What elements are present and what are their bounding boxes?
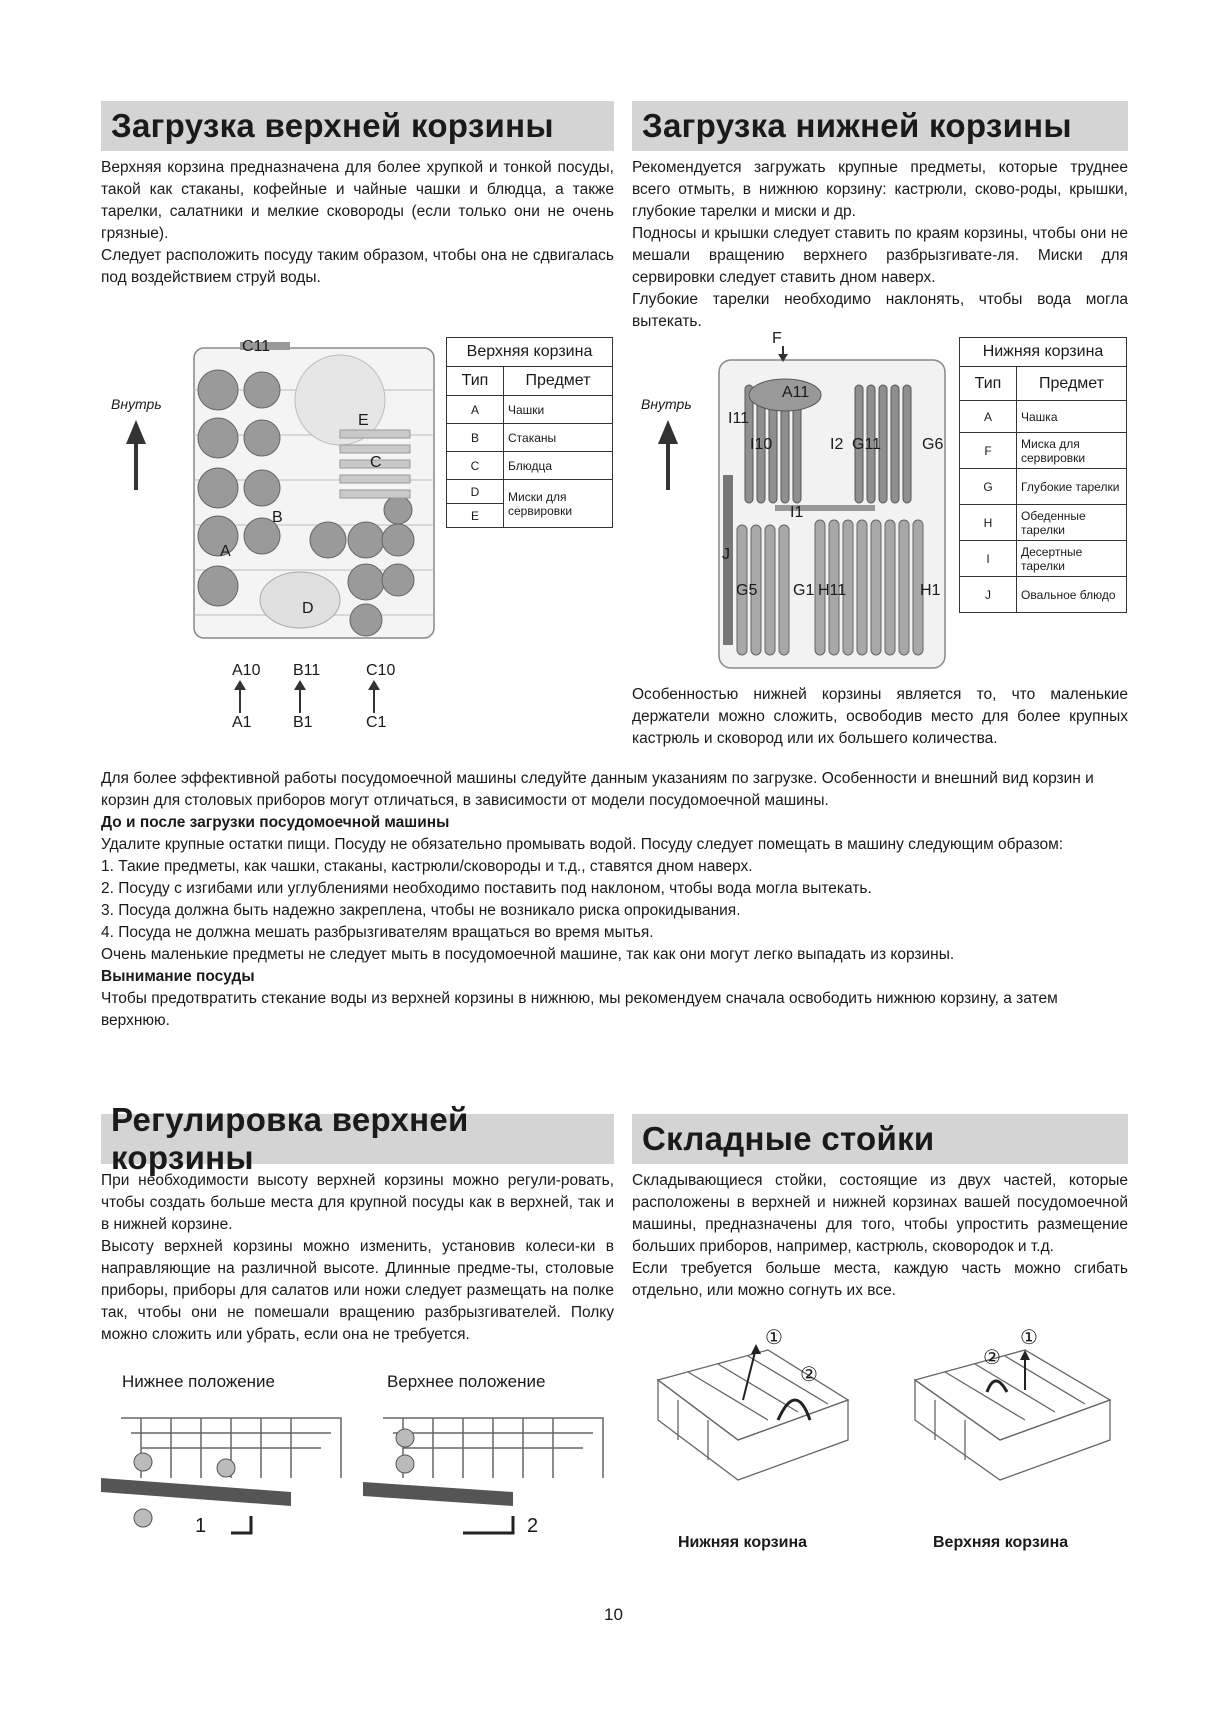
lower-legend-title: Нижняя корзина [960, 338, 1127, 367]
lower-load-p3: Глубокие тарелки необходимо наклонять, чтобы вода могла вытекать. [632, 291, 1128, 330]
lower-legend-type: F [960, 433, 1017, 469]
marker-1-lower: ① [765, 1327, 783, 1349]
adjust-section [101, 1101, 614, 1346]
label-j: J [722, 546, 730, 563]
before-text: Удалите крупные остатки пищи. Посуду не обязательно промывать водой. Посуду следует помещать в машину следующим образом: [101, 836, 1064, 853]
lower-load-p2: Подносы и крышки следует ставить по краям корзины, чтобы они не мешали вращению верхнего разбрызгивате-ля. Миски для сервировки следует ставить дном наверх. [632, 225, 1128, 286]
label-h1: H1 [920, 582, 941, 599]
lower-load-title: Загрузка нижней корзины [632, 101, 1128, 151]
lower-legend-type: I [960, 541, 1017, 577]
label-c-upper: C [370, 454, 382, 471]
label-a11: A11 [782, 384, 810, 401]
adjust-p1: При необходимости высоту верхней корзины можно регули-ровать, чтобы создать больше места для крупной посуды как в верхней, так и в нижней корзине. [101, 1172, 614, 1233]
upper-legend-item: Чашки [504, 396, 613, 424]
label-i11: I11 [728, 410, 750, 427]
lower-legend-col-item: Предмет [1017, 367, 1127, 401]
lower-legend-item: Овальное блюдо [1017, 577, 1127, 613]
upper-legend-item: Блюдца [504, 452, 613, 480]
lower-legend-type: A [960, 401, 1017, 433]
label-d-upper: D [302, 600, 314, 617]
racks-section [632, 1114, 1128, 1302]
general-intro: Для более эффективной работы посудомоечной машины следуйте данным указаниям по загрузке. Особенности и внешний вид корзин и корзин для столовых приборов могут отличаться, в зависимости от модели посудомоечной машины. [101, 770, 1094, 809]
before-heading: До и после загрузки посудомоечной машины [101, 814, 450, 831]
upper-load-p2: Следует расположить посуду таким образом, чтобы она не сдвигалась под воздействием струй воды. [101, 247, 614, 286]
label-i1: I1 [790, 504, 804, 521]
small-items-text: Очень маленькие предметы не следует мыть в посудомоечной машине, так как они могут легко выпадать из корзины. [101, 946, 955, 963]
lower-load-note: Особенностью нижней корзины является то, что маленькие держатели можно сложить, освободив место для более крупных кастрюль и сковород или их большего количества. [632, 686, 1128, 747]
upper-legend-item: Миски для сервировки [504, 480, 613, 528]
upper-legend-col-type: Тип [447, 367, 504, 396]
inside-arrow-upper [124, 420, 148, 490]
label-c11-upper: C11 [242, 338, 271, 355]
lower-rack-diagram [648, 1340, 858, 1500]
upper-load-title: Загрузка верхней корзины [101, 101, 614, 151]
step-1-label: 1 [195, 1515, 207, 1537]
rule-item: 4. Посуда не должна мешать разбрызгивателям вращаться во время мытья. [101, 924, 654, 941]
lower-legend-item: Десертные тарелки [1017, 541, 1127, 577]
upper-legend-table [446, 337, 613, 528]
step-2-label: 2 [527, 1515, 539, 1537]
label-a-upper: A [220, 543, 231, 560]
label-i10: I10 [750, 436, 773, 453]
lower-load-section [632, 101, 1128, 333]
lower-load-p1: Рекомендуется загружать крупные предметы, которые труднее всего отмыть, в нижнюю корзину: кастрюли, сково-роды, крышки, глубокие тарелки и миски и др. [632, 159, 1128, 220]
page-number: 10 [604, 1605, 623, 1624]
upper-legend-type: C [447, 452, 504, 480]
f-arrow [776, 346, 790, 362]
upper-legend-title: Верхняя корзина [447, 338, 613, 367]
lower-position-diagram [101, 1408, 351, 1538]
upper-legend-item: Стаканы [504, 424, 613, 452]
racks-p2: Если требуется больше места, каждую часть можно сгибать отдельно, или можно согнуть их все. [632, 1260, 1128, 1299]
label-b-upper: B [272, 509, 283, 526]
upper-legend-type: A [447, 396, 504, 424]
upper-index-arrows [230, 680, 390, 716]
label-b1: B1 [293, 714, 313, 731]
label-g11: G11 [852, 436, 882, 453]
racks-p1: Складывающиеся стойки, состоящие из двух частей, которые расположены в верхней и нижней корзинах вашей посудомоечной машины, предназначены для того, чтобы упростить размещение больших приборов, например, кастрюль, сковородок и т.д. [632, 1172, 1128, 1255]
general-section [101, 768, 1128, 1032]
label-h11: H11 [818, 582, 847, 599]
label-g1: G1 [793, 582, 815, 599]
marker-2-lower: ② [800, 1364, 818, 1386]
lower-legend-type: G [960, 469, 1017, 505]
label-a10: A10 [232, 662, 261, 679]
inside-label-lower: Внутрь [641, 396, 692, 412]
lower-legend-type: J [960, 577, 1017, 613]
inside-arrow-lower [656, 420, 680, 490]
label-g6: G6 [922, 436, 944, 453]
lower-legend-item: Миска для сервировки [1017, 433, 1127, 469]
label-f-lower: F [772, 330, 782, 347]
label-g5: G5 [736, 582, 758, 599]
label-c10: C10 [366, 662, 396, 679]
lower-legend-col-type: Тип [960, 367, 1017, 401]
upper-load-section [101, 101, 614, 289]
lower-legend-item: Глубокие тарелки [1017, 469, 1127, 505]
label-e-upper: E [358, 412, 369, 429]
lower-legend-type: H [960, 505, 1017, 541]
upper-rack-diagram [905, 1340, 1120, 1500]
lower-legend-item: Обеденные тарелки [1017, 505, 1127, 541]
upper-load-p1: Верхняя корзина предназначена для более хрупкой и тонкой посуды, такой как стаканы, кофейные и чайные чашки и блюдца, а также тарелки, салатники и мелкие сковороды (если только они не очень грязные). [101, 159, 614, 242]
upper-position-diagram [363, 1408, 613, 1538]
label-a1: A1 [232, 714, 252, 731]
lower-legend-item: Чашка [1017, 401, 1127, 433]
inside-label-upper: Внутрь [111, 396, 162, 412]
rule-item: 3. Посуда должна быть надежно закреплена, чтобы не возникало риска опрокидывания. [101, 902, 741, 919]
adjust-title: Регулировка верхней корзины [101, 1114, 614, 1164]
label-c1: C1 [366, 714, 387, 731]
racks-title: Складные стойки [632, 1114, 1128, 1164]
upper-position-caption: Верхнее положение [387, 1372, 546, 1391]
upper-basket-diagram [190, 330, 440, 650]
label-i2: I2 [830, 436, 844, 453]
unload-text: Чтобы предотвратить стекание воды из верхней корзины в нижнюю, мы рекомендуем сначала освободить нижнюю корзину, а затем верхнюю. [101, 990, 1058, 1029]
lower-legend-table [959, 337, 1127, 613]
upper-legend-type: B [447, 424, 504, 452]
rule-item: 2. Посуду с изгибами или углублениями необходимо поставить под наклоном, чтобы вода могла вытекать. [101, 880, 872, 897]
marker-1-upper: ① [1020, 1327, 1038, 1349]
unload-heading: Вынимание посуды [101, 968, 255, 985]
lower-position-caption: Нижнее положение [122, 1372, 275, 1391]
lower-rack-caption: Нижняя корзина [678, 1534, 807, 1551]
adjust-p2: Высоту верхней корзины можно изменить, установив колеси-ки в направляющие на различной высоте. Длинные предме-ты, столовые приборы, приборы для салатов или ножи следует размещать на полке так, чтобы они не помешали вращению разбрызгивателей. Полку можно сложить или убрать, если она не требуется. [101, 1238, 614, 1343]
upper-legend-type: E [447, 504, 504, 528]
marker-2-upper: ② [983, 1347, 1001, 1369]
rule-item: 1. Такие предметы, как чашки, стаканы, кастрюли/сковороды и т.д., ставятся дном наверх. [101, 858, 753, 875]
upper-rack-caption: Верхняя корзина [933, 1534, 1069, 1551]
lower-basket-diagram [715, 355, 950, 675]
label-b11: B11 [293, 662, 321, 679]
upper-legend-col-item: Предмет [504, 367, 613, 396]
upper-legend-type: D [447, 480, 504, 504]
